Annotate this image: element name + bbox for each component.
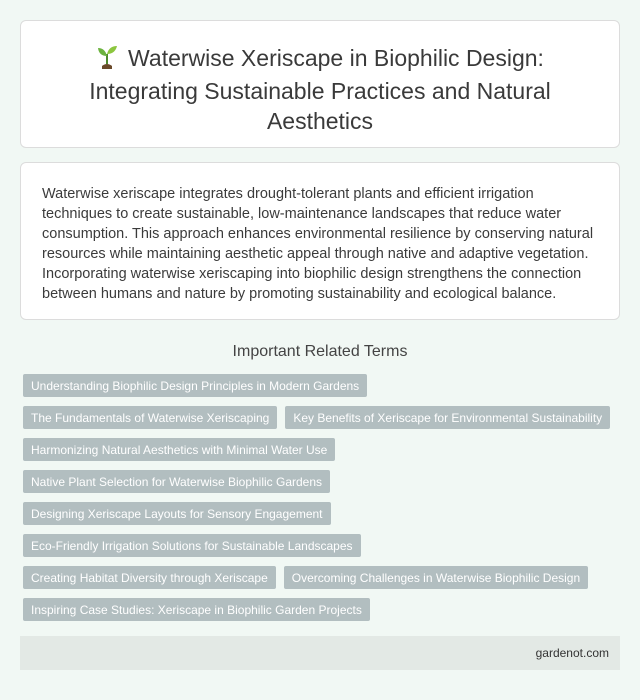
related-terms-heading: Important Related Terms bbox=[232, 343, 408, 360]
term-tag[interactable]: Key Benefits of Xeriscape for Environmental Sustainability bbox=[285, 406, 610, 429]
term-tag[interactable]: Eco-Friendly Irrigation Solutions for Sustainable Landscapes bbox=[23, 534, 361, 557]
term-tag[interactable]: Understanding Biophilic Design Principles in Modern Gardens bbox=[23, 374, 367, 397]
footer-site[interactable]: gardenot.com bbox=[535, 646, 609, 660]
footer bbox=[20, 636, 620, 670]
term-tag[interactable]: Designing Xeriscape Layouts for Sensory Engagement bbox=[23, 502, 331, 525]
term-tag[interactable]: Creating Habitat Diversity through Xeriscape bbox=[23, 566, 276, 589]
sprout-icon bbox=[96, 45, 118, 76]
page-title-text: Waterwise Xeriscape in Biophilic Design: Integrating Sustainable Practices and Natural Aesthetics bbox=[89, 45, 551, 134]
page-title bbox=[51, 43, 589, 136]
term-tag[interactable]: Native Plant Selection for Waterwise Biophilic Gardens bbox=[23, 470, 330, 493]
term-tag[interactable]: Inspiring Case Studies: Xeriscape in Biophilic Garden Projects bbox=[23, 598, 370, 621]
summary-card bbox=[20, 162, 620, 320]
term-tag[interactable]: The Fundamentals of Waterwise Xeriscaping bbox=[23, 406, 277, 429]
related-terms-list bbox=[20, 374, 620, 621]
summary-text: Waterwise xeriscape integrates drought-tolerant plants and efficient irrigation techniques to create sustainable, low-maintenance landscapes that reduce water consumption. This approach enhances environmental resilience by conserving natural resources while maintaining aesthetic appeal through native and adaptive vegetation. Incorporating waterwise xeriscaping into biophilic design strengthens the connection between humans and nature by promoting sustainability and ecological balance. bbox=[42, 186, 594, 302]
term-tag[interactable]: Overcoming Challenges in Waterwise Biophilic Design bbox=[284, 566, 588, 589]
term-tag[interactable]: Harmonizing Natural Aesthetics with Minimal Water Use bbox=[23, 438, 335, 461]
title-card bbox=[20, 20, 620, 148]
